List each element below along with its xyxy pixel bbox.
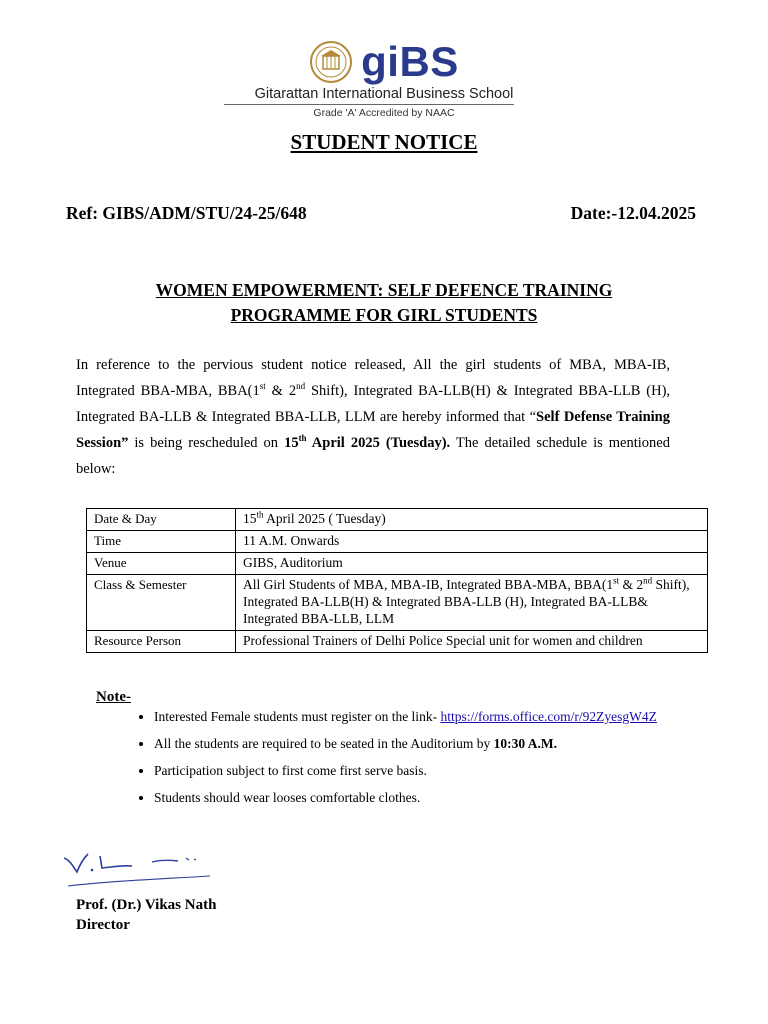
college-seal-icon: [309, 40, 353, 84]
session-date-day: 15: [284, 435, 299, 451]
session-date-rest: April 2025 (Tuesday).: [306, 435, 451, 451]
reference-number: Ref: GIBS/ADM/STU/24-25/648: [66, 203, 307, 223]
subject-line-2: PROGRAMME FOR GIRL STUDENTS: [230, 305, 538, 325]
date-rest: April 2025 ( Tuesday): [263, 511, 386, 526]
class-sup: nd: [643, 575, 653, 586]
notes-list: [110, 708, 714, 806]
table-row: [87, 531, 708, 553]
row-label: Resource Person: [87, 631, 236, 653]
table-row: [87, 575, 708, 631]
signatory-title: Director: [76, 917, 130, 933]
row-value: [236, 575, 708, 631]
note-text: All the students are required to be seated in the Auditorium by: [154, 736, 494, 751]
school-name: Gitarattan International Business School: [254, 86, 514, 102]
body-sup: st: [259, 381, 266, 392]
session-name: Self Defense Training Session”: [76, 409, 670, 451]
signature: [60, 846, 220, 892]
table-row: [87, 553, 708, 575]
schedule-table: [86, 508, 708, 653]
session-date-sup: th: [298, 433, 307, 444]
subject-line-1: WOMEN EMPOWERMENT: SELF DEFENCE TRAINING: [155, 280, 613, 300]
body-text: & 2: [265, 383, 297, 399]
class-sup: st: [613, 575, 620, 586]
header-divider: [224, 104, 514, 105]
subject-heading: [60, 278, 708, 328]
body-text: Shift), Integrated BA-LLB(H) & Integrated BBA-LLB (H), Integrated BA-LLB & Integrated BBA-LLB, LLM are hereby informed that “: [76, 383, 671, 425]
list-item: [154, 708, 714, 725]
note-label: Note-: [96, 689, 131, 705]
signatory: [76, 895, 216, 935]
notice-date: Date:-12.04.2025: [570, 203, 696, 223]
signatory-name: Prof. (Dr.) Vikas Nath: [76, 897, 217, 913]
row-value: Professional Trainers of Delhi Police Special unit for women and children: [236, 631, 708, 653]
list-item: [154, 762, 714, 779]
session-date: [284, 435, 450, 451]
body-paragraph: [76, 352, 670, 482]
row-value: GIBS, Auditorium: [236, 553, 708, 575]
logo: [0, 40, 768, 84]
body-text: is being rescheduled on: [128, 435, 285, 451]
note-text: Interested Female students must register on the link-: [154, 709, 441, 724]
brand-name: giBS: [361, 38, 459, 85]
body-text: The detailed schedule is mentioned below:: [76, 435, 670, 477]
body-sup: nd: [296, 381, 306, 392]
note-text: Students should wear looses comfortable clothes.: [154, 790, 421, 805]
registration-link[interactable]: https://forms.office.com/r/92ZyesgW4Z: [440, 709, 657, 724]
row-value: 11 A.M. Onwards: [236, 531, 708, 553]
class-text: All Girl Students of MBA, MBA-IB, Integrated BBA-MBA, BBA(1: [243, 577, 614, 592]
list-item: [154, 735, 714, 752]
row-label: Date & Day: [87, 509, 236, 531]
note-text: Participation subject to first come first serve basis.: [154, 763, 427, 778]
notice-title: STUDENT NOTICE: [290, 130, 478, 154]
table-row: [87, 509, 708, 531]
table-row: [87, 631, 708, 653]
seating-time: 10:30 A.M.: [493, 736, 558, 751]
row-label: Time: [87, 531, 236, 553]
body-text: In reference to the pervious student notice released, All the girl students of MBA, MBA-IB, Integrated BBA-MBA, BBA(1: [76, 357, 670, 399]
date-sup: th: [256, 509, 264, 520]
row-label: Class & Semester: [87, 575, 236, 631]
list-item: [154, 789, 714, 806]
class-text: Shift), Integrated BA-LLB(H) & Integrated BBA-LLB (H), Integrated BA-LLB& Integrated BBA-LLB, LLM: [243, 577, 690, 626]
class-text: & 2: [619, 577, 644, 592]
accreditation: Grade 'A' Accredited by NAAC: [313, 107, 455, 119]
row-label: Venue: [87, 553, 236, 575]
row-value: [236, 509, 708, 531]
date-day: 15: [243, 511, 257, 526]
